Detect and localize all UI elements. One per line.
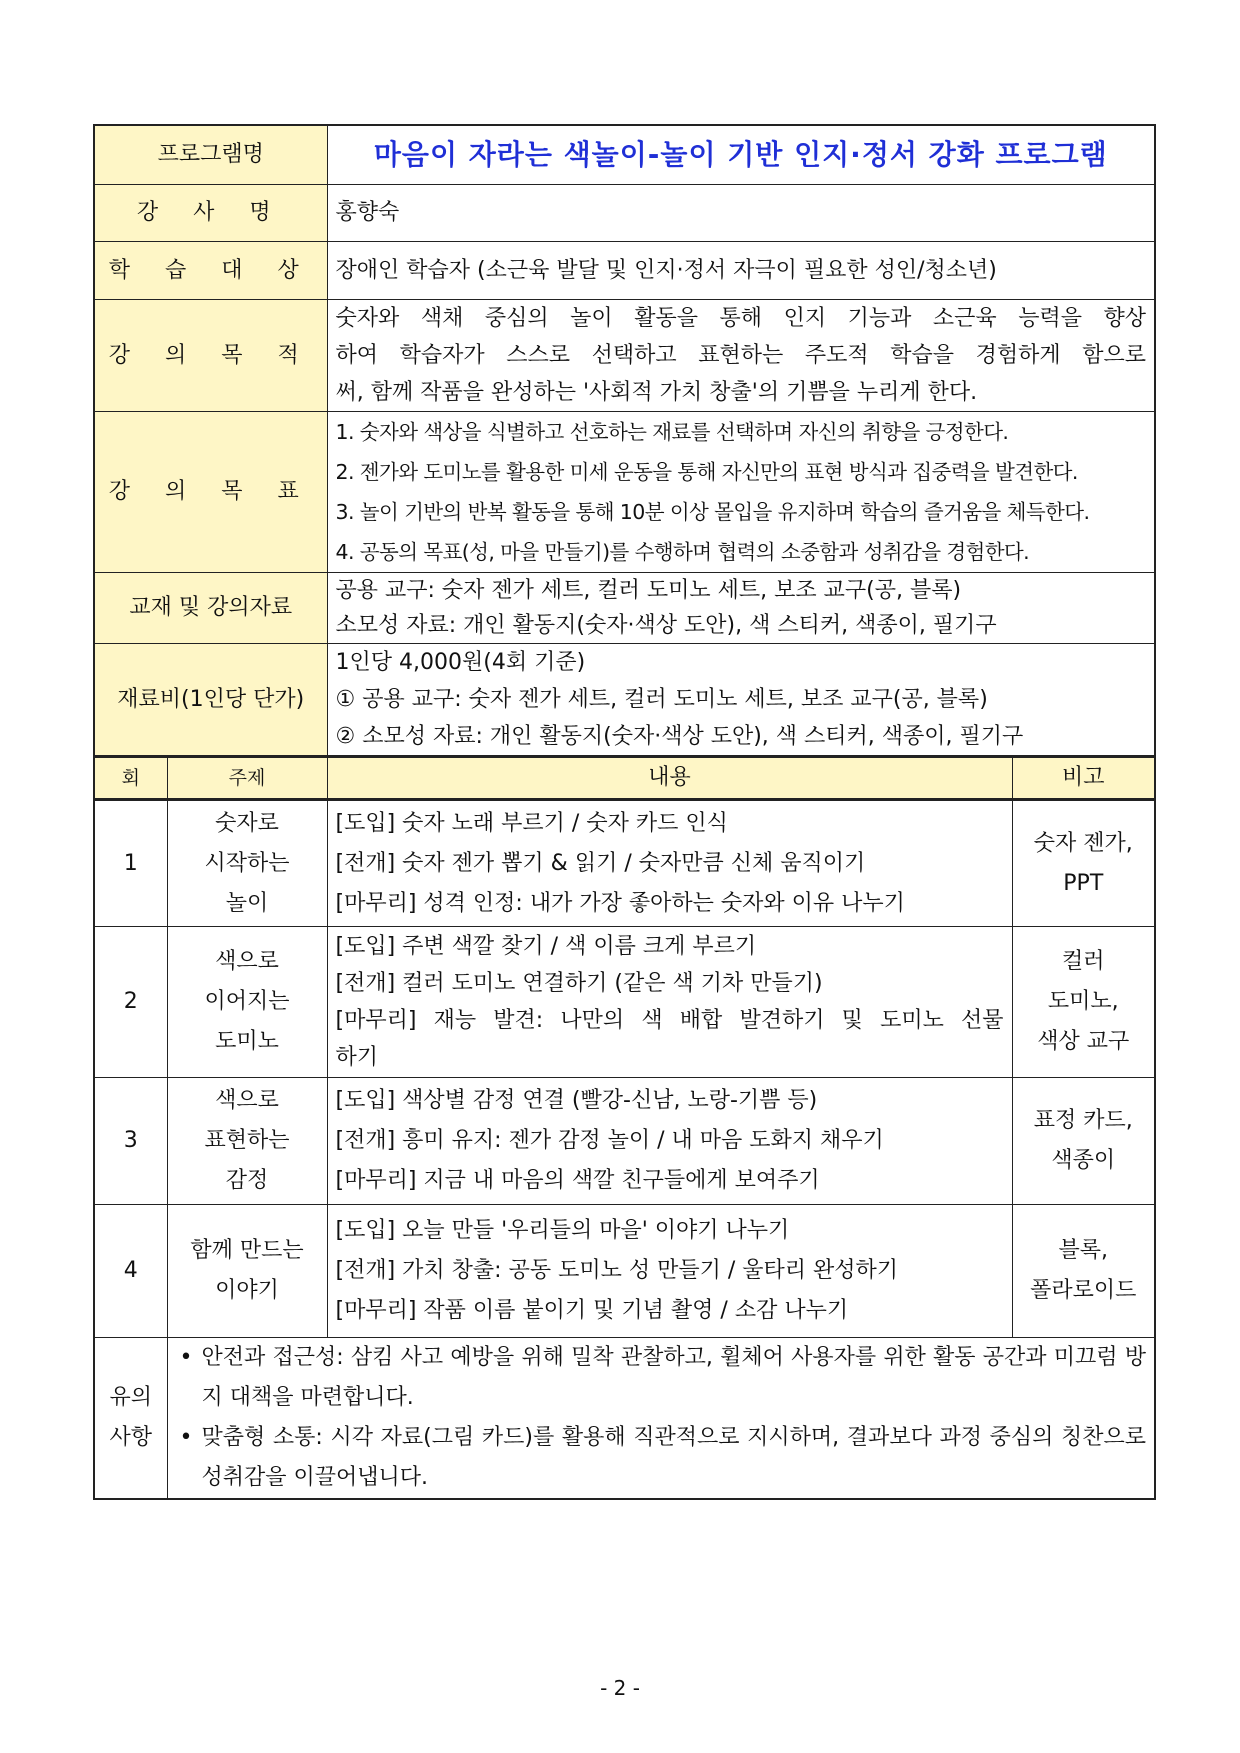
notes-label-line: 사항: [109, 1425, 152, 1450]
program-sheet: [93, 124, 1154, 1500]
goal-item: 2. 젠가와 도미노를 활용한 미세 운동을 통해 자신만의 표현 방식과 집중력을 발견한다.: [335, 460, 1078, 484]
notes-row: [94, 1338, 1155, 1500]
session-row-3: [94, 1078, 1155, 1205]
target-value: 장애인 학습자 (소근육 발달 및 인지·정서 자극이 필요한 성인/청소년): [327, 242, 1155, 300]
session-content: [327, 1078, 1012, 1205]
content-line: 하기: [335, 1045, 379, 1070]
materials-line: 공용 교구: 숫자 젠가 세트, 컬러 도미노 세트, 보조 교구(공, 블록): [335, 578, 962, 603]
instructor-label: 강 사 명: [94, 185, 327, 242]
content-line: [마무리] 지금 내 마음의 색깔 친구들에게 보여주기: [335, 1168, 820, 1193]
program-table: [93, 124, 1156, 1500]
session-number: 4: [94, 1205, 167, 1338]
session-number: 1: [94, 800, 167, 927]
materials-label: 교재 및 강의자료: [94, 573, 327, 644]
session-note: [1012, 800, 1155, 927]
goals-row: [94, 412, 1155, 573]
note-item: • 맞춤형 소통: 시각 자료(그림 카드)를 활용해 직관적으로 지시하며, 결과보다 과정 중심의 칭찬으로 성취감을 이끌어냅니다.: [172, 1418, 1147, 1498]
goal-item: 1. 숫자와 색상을 식별하고 선호하는 재료를 선택하며 자신의 취향을 긍정한다.: [335, 420, 1009, 444]
goal-item: 3. 놀이 기반의 반복 활동을 통해 10분 이상 몰입을 유지하며 학습의 즐거움을 체득한다.: [335, 500, 1090, 524]
session-note: [1012, 927, 1155, 1078]
note-line: 컬러: [1062, 949, 1105, 974]
session-content: [327, 800, 1012, 927]
page-number: - 2 -: [600, 1676, 640, 1700]
note-line: 색상 교구: [1037, 1029, 1130, 1054]
cost-text: [327, 644, 1155, 757]
session-number: 3: [94, 1078, 167, 1205]
header-topic: 주제: [167, 757, 327, 800]
header-note: 비고: [1012, 757, 1155, 800]
program-row: [94, 125, 1155, 185]
content-line: [도입] 숫자 노래 부르기 / 숫자 카드 인식: [335, 810, 728, 836]
note-item: • 안전과 접근성: 삼킴 사고 예방을 위해 밀착 관찰하고, 휠체어 사용자를 위한 활동 공간과 미끄럼 방지 대책을 마련합니다.: [172, 1338, 1147, 1418]
notes-list: [167, 1338, 1155, 1500]
goal-item: 4. 공동의 목표(성, 마을 만들기)를 수행하며 협력의 소중함과 성취감을 경험한다.: [335, 540, 1030, 564]
schedule-header-row: [94, 757, 1155, 800]
notes-label: [94, 1338, 167, 1500]
cost-label: 재료비(1인당 단가): [94, 644, 327, 757]
instructor-value: 홍향숙: [327, 185, 1155, 242]
target-row: [94, 242, 1155, 300]
note-line: 폴라로이드: [1030, 1278, 1137, 1303]
topic-line: 색으로: [215, 1088, 279, 1113]
goals-list: [327, 412, 1155, 573]
content-line: [전개] 숫자 젠가 뽑기 & 읽기 / 숫자만큼 신체 움직이기: [335, 850, 866, 876]
content-line: [전개] 흥미 유지: 젠가 감정 놀이 / 내 마음 도화지 채우기: [335, 1128, 884, 1153]
note-line: PPT: [1063, 870, 1104, 896]
session-topic: [167, 1078, 327, 1205]
content-line: [마무리] 작품 이름 붙이기 및 기념 촬영 / 소감 나누기: [335, 1298, 849, 1323]
session-topic: [167, 800, 327, 927]
session-row-1: [94, 800, 1155, 927]
topic-line: 놀이: [225, 890, 269, 916]
header-session: 회: [94, 757, 167, 800]
header-content: 내용: [327, 757, 1012, 800]
topic-line: 시작하는: [204, 850, 290, 876]
topic-line: 색으로: [215, 949, 279, 974]
session-note: [1012, 1205, 1155, 1338]
notes-label-line: 유의: [109, 1385, 152, 1410]
topic-line: 이어지는: [204, 989, 290, 1014]
session-topic: [167, 1205, 327, 1338]
instructor-row: [94, 185, 1155, 242]
note-line: 블록,: [1058, 1238, 1109, 1263]
session-note: [1012, 1078, 1155, 1205]
content-line: [마무리] 재능 발견: 나만의 색 배합 발견하기 및 도미노 선물: [335, 1008, 1004, 1033]
note-line: 도미노,: [1047, 989, 1119, 1014]
cost-line: 1인당 4,000원(4회 기준): [335, 650, 586, 675]
purpose-row: [94, 300, 1155, 412]
content-line: [도입] 색상별 감정 연결 (빨강-신남, 노랑-기쁨 등): [335, 1088, 818, 1113]
content-line: [도입] 오늘 만들 '우리들의 마을' 이야기 나누기: [335, 1218, 790, 1243]
program-title: 마음이 자라는 색놀이-놀이 기반 인지·정서 강화 프로그램: [327, 125, 1155, 185]
content-line: [전개] 컬러 도미노 연결하기 (같은 색 기차 만들기): [335, 971, 823, 996]
target-label: 학 습 대 상: [94, 242, 327, 300]
cost-row: [94, 644, 1155, 757]
session-row-2: [94, 927, 1155, 1078]
purpose-label: 강 의 목 적: [94, 300, 327, 412]
topic-line: 이야기: [215, 1278, 279, 1303]
program-label: 프로그램명: [94, 125, 327, 185]
materials-row: [94, 573, 1155, 644]
cost-line: ① 공용 교구: 숫자 젠가 세트, 컬러 도미노 세트, 보조 교구(공, 블록): [335, 687, 988, 712]
note-line: 표정 카드,: [1033, 1108, 1133, 1133]
cost-line: ② 소모성 자료: 개인 활동지(숫자·색상 도안), 색 스티커, 색종이, 필기구: [335, 724, 1024, 749]
purpose-line: 숫자와 색채 중심의 놀이 활동을 통해 인지 기능과 소근육 능력을 향상: [335, 306, 1147, 331]
purpose-text: [327, 300, 1155, 412]
purpose-line: 써, 함께 작품을 완성하는 '사회적 가치 창출'의 기쁨을 누리게 한다.: [335, 380, 978, 405]
content-line: [도입] 주변 색깔 찾기 / 색 이름 크게 부르기: [335, 934, 757, 959]
topic-line: 숫자로: [215, 810, 279, 836]
content-line: [마무리] 성격 인정: 내가 가장 좋아하는 숫자와 이유 나누기: [335, 890, 905, 916]
materials-line: 소모성 자료: 개인 활동지(숫자·색상 도안), 색 스티커, 색종이, 필기구: [335, 613, 997, 638]
session-number: 2: [94, 927, 167, 1078]
topic-line: 도미노: [215, 1029, 279, 1054]
session-topic: [167, 927, 327, 1078]
topic-line: 표현하는: [204, 1128, 290, 1153]
purpose-line: 하여 학습자가 스스로 선택하고 표현하는 주도적 학습을 경험하게 함으로: [335, 343, 1147, 368]
topic-line: 감정: [225, 1168, 269, 1193]
session-row-4: [94, 1205, 1155, 1338]
session-content: [327, 1205, 1012, 1338]
topic-line: 함께 만드는: [190, 1238, 304, 1263]
note-line: 색종이: [1051, 1148, 1116, 1173]
materials-text: [327, 573, 1155, 644]
note-line: 숫자 젠가,: [1033, 830, 1133, 856]
goals-label: 강 의 목 표: [94, 412, 327, 573]
session-content: [327, 927, 1012, 1078]
content-line: [전개] 가치 창출: 공동 도미노 성 만들기 / 울타리 완성하기: [335, 1258, 898, 1283]
